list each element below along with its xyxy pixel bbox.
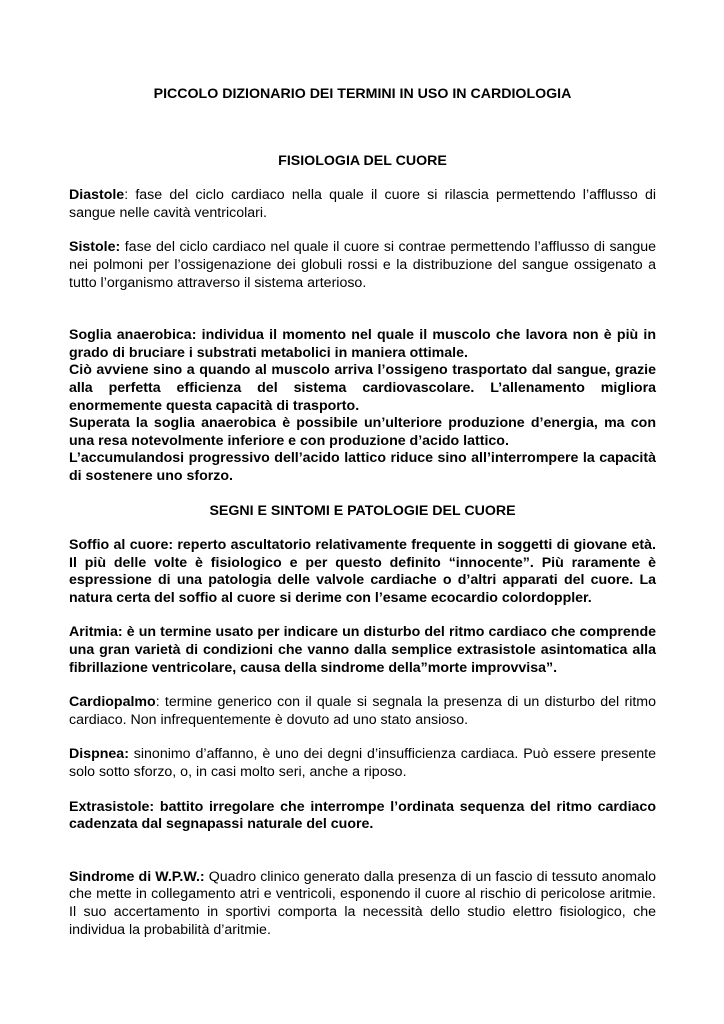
soglia-line-1: Soglia anaerobica: individua il momento nel quale il muscolo che lavora non è più in grado di bruciare i substrati metabolici in maniera ottimale. [69, 327, 656, 361]
entry-diastole [69, 187, 656, 222]
entry-cardiopalmo [69, 694, 656, 729]
soglia-line-3: Superata la soglia anaerobica è possibile un’ulteriore produzione d’energia, ma con una resa notevolmente inferiore e con produzione d’acido lattico. [69, 415, 656, 449]
definition-sistole: fase del ciclo cardiaco nel quale il cuore si contrae permettendo l’afflusso di sangue nei polmoni per l’ossigenazione dei globuli rossi e la distribuzione del sangue ossigenato a tutto l’organismo attraverso il sistema arterioso. [69, 239, 656, 291]
entry-aritmia: Aritmia: è un termine usato per indicare un disturbo del ritmo cardiaco che comprende una gran varietà di condizioni che vanno dalla semplice extrasistole asintomatica alla fibrillazione ventricolare, causa della sindrome della”morte improvvisa”. [69, 624, 656, 676]
section-title-physiology: FISIOLOGIA DEL CUORE [278, 152, 447, 169]
definition-diastole: : fase del ciclo cardiaco nella quale il cuore si rilascia permettendo l’afflusso di sangue nelle cavità ventricolari. [69, 187, 656, 221]
document-title: PICCOLO DIZIONARIO DEI TERMINI IN USO IN CARDIOLOGIA [153, 86, 572, 102]
term-sistole: Sistole: [69, 239, 121, 256]
soglia-line-2: Ciò avviene sino a quando al muscolo arriva l’ossigeno trasportato dal sangue, grazie alla perfetta efficienza del sistema cardiovascolare. L’allenamento migliora enormemente questa capacità di trasporto. [69, 362, 656, 414]
entry-wpw [69, 869, 656, 939]
definition-dispnea: sinonimo d’affanno, è uno dei degni d’insufficienza cardiaca. Può essere presente solo sotto sforzo, o, in casi molto seri, anche a riposo. [69, 746, 656, 781]
entry-soglia-anaerobica [69, 327, 656, 485]
definition-cardiopalmo: : termine generico con il quale si segnala la presenza di un disturbo del ritmo cardiaco. Non infrequentemente è dovuto ad uno stato ansioso. [69, 694, 656, 728]
entry-dispnea [69, 746, 656, 781]
term-dispnea: Dispnea: [69, 746, 129, 763]
term-cardiopalmo: Cardiopalmo [69, 694, 156, 711]
section-title-signs: SEGNI E SINTOMI E PATOLOGIE DEL CUORE [209, 502, 516, 519]
term-wpw: Sindrome di W.P.W.: [69, 868, 205, 885]
definition-wpw: Quadro clinico generato dalla presenza di un fascio di tessuto anomalo che mette in collegamento atri e ventricoli, esponendo il cuore al rischio di pericolose aritmie. Il suo accertamento in sportivi comporta la necessità dello studio elettro fisiologico, che individua la probabilità d’aritmie. [69, 868, 656, 938]
entry-sistole [69, 239, 656, 292]
term-diastole: Diastole [69, 187, 125, 204]
entry-soffio: Soffio al cuore: reperto ascultatorio relativamente frequente in soggetti di giovane età. Il più delle volte è fisiologico e per questo definito “innocente”. Più raramente è espressione di una patologia delle valvole cardiache o d’altri apparati del cuore. La natura certa del soffio al cuore si derime con l’esame ecocardio colordoppler. [69, 537, 656, 606]
document-page [69, 86, 656, 939]
soglia-line-4: L’accumulandosi progressivo dell’acido lattico riduce sino all’interrompere la capacità di sostenere uno sforzo. [69, 450, 656, 484]
entry-extrasistole: Extrasistole: battito irregolare che interrompe l’ordinata sequenza del ritmo cardiaco cadenzata dal segnapassi naturale del cuore. [69, 798, 656, 833]
